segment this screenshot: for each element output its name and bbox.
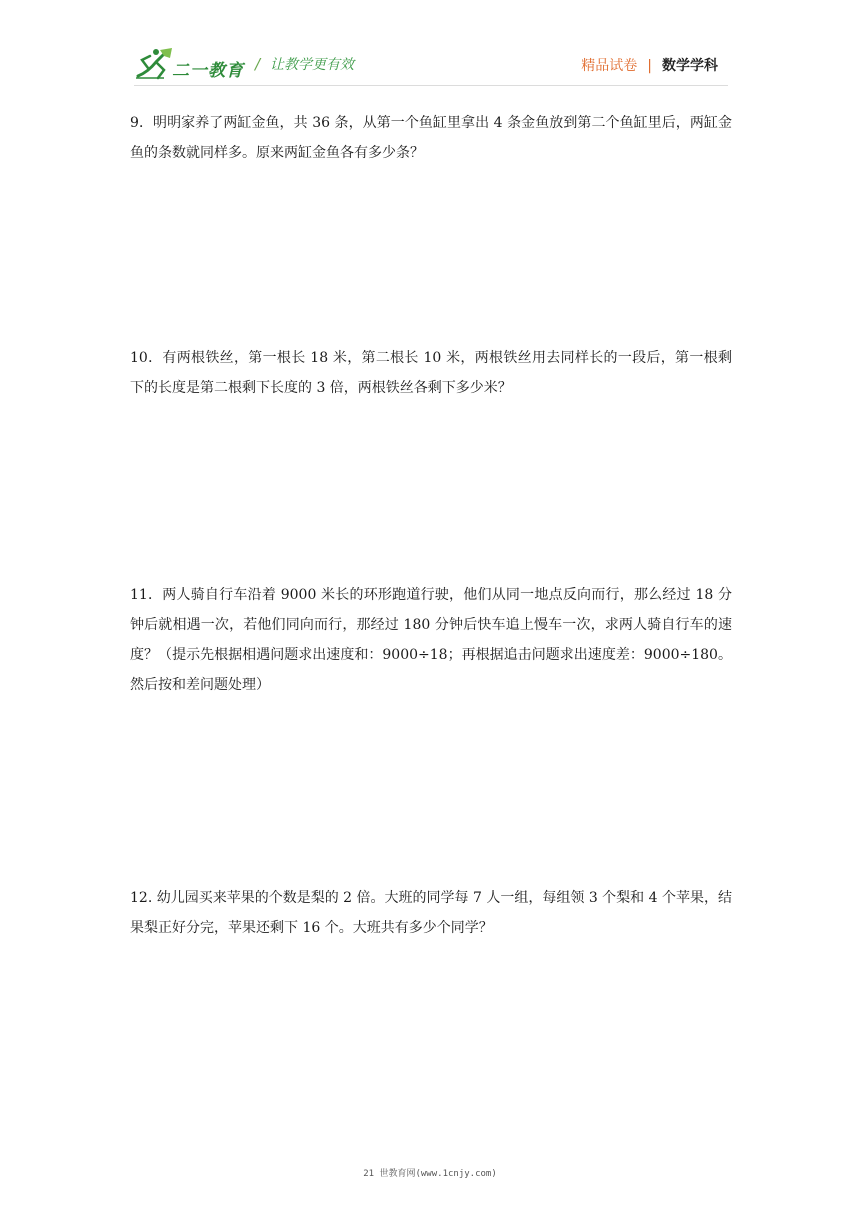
slogan: 让教学更有效	[270, 57, 354, 73]
logo-text: 二一教育	[172, 61, 244, 81]
question-10: 10．有两根铁丝，第一根长 18 米，第二根长 10 米，两根铁丝用去同样长的一段后，第一根剩下的长度是第二根剩下长度的 3 倍，两根铁丝各剩下多少米？	[130, 350, 732, 396]
question-9: 9．明明家养了两缸金鱼，共 36 条，从第一个鱼缸里拿出 4 条金鱼放到第二个鱼缸里后，两缸金鱼的条数就同样多。原来两缸金鱼各有多少条？	[130, 115, 732, 161]
header-divider	[134, 85, 728, 86]
tag-subject: 数学学科	[662, 58, 718, 74]
question-12: 12. 幼儿园买来苹果的个数是梨的 2 倍。大班的同学每 7 人一组，每组领 3 个梨和 4 个苹果，结果梨正好分完，苹果还剩下 16 个。大班共有多少个同学？	[130, 890, 732, 936]
brand-logo	[134, 46, 244, 82]
tag-exam: 精品试卷	[581, 58, 638, 74]
header-tags	[581, 55, 718, 75]
slogan-separator: /	[255, 55, 261, 73]
question-11: 11．两人骑自行车沿着 9000 米长的环形跑道行驶，他们从同一地点反向而行，那么经过 18 分钟后就相遇一次，若他们同向而行，那经过 180 分钟后快车追上慢车一次，求两人骑自行车的速度？（提示先根据相遇问题求出速度和：9000÷18；再根据追击问题求出速度差：9000÷180。然后按和差问题处理）	[130, 587, 732, 693]
page-footer: 21 世教育网(www.1cnjy.com)	[363, 1169, 497, 1179]
tag-separator: |	[647, 58, 652, 74]
page-header	[0, 0, 860, 90]
